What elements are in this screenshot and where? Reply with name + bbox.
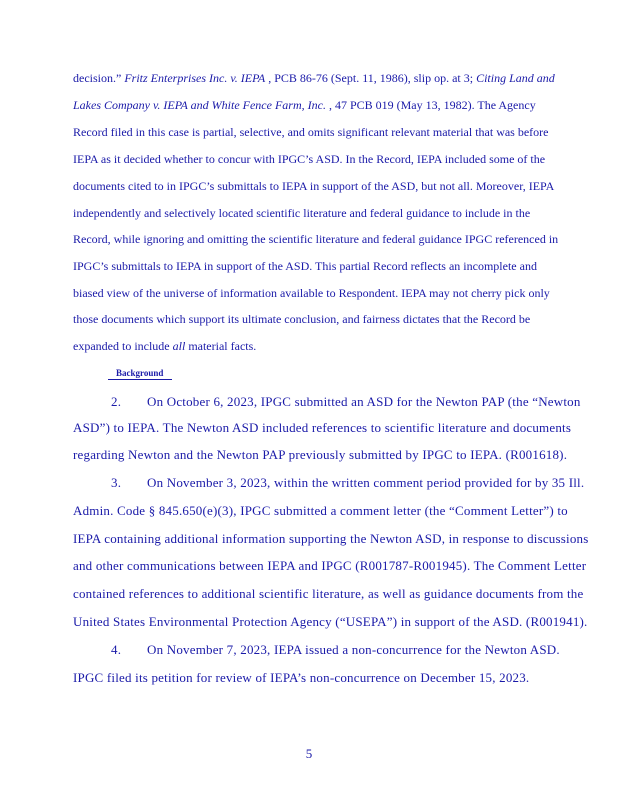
italic-text: Lakes Company v. IEPA and White Fence Farm, Inc. xyxy=(73,98,326,112)
italic-text: Citing Land and xyxy=(476,71,555,85)
text-run: Record, while ignoring and omitting the scientific literature and federal guidance IPGC referenced in xyxy=(73,232,559,246)
text-run: decision.” xyxy=(73,71,125,85)
text-run: material facts. xyxy=(185,339,257,353)
text-run: documents cited to in IPGC’s submittals to IEPA in support of the ASD, but not all. Moreover, IEPA xyxy=(73,179,555,193)
text-run: Record filed in this case is partial, selective, and omits significant relevant material that was before xyxy=(73,125,549,139)
intro-line xyxy=(73,206,530,220)
paragraph-2-number: 2. xyxy=(111,394,122,409)
page-number: 5 xyxy=(305,746,313,761)
intro-line xyxy=(73,71,555,85)
intro-line xyxy=(73,312,530,326)
italic-text: all xyxy=(172,339,186,353)
text-run: , 47 PCB 019 (May 13, 1982). The Agency xyxy=(325,98,536,112)
paragraph-3-line-4: and other communications between IEPA and IPGC (R001787-R001945). The Comment Letter xyxy=(73,558,587,573)
paragraph-4-line-2: IPGC filed its petition for review of IEPA’s non-concurrence on December 15, 2023. xyxy=(73,670,530,685)
intro-line xyxy=(73,232,558,246)
paragraph-3-line-5: contained references to additional scientific literature, as well as guidance documents from the xyxy=(73,586,584,601)
intro-line xyxy=(73,339,256,353)
text-run: biased view of the universe of information available to Respondent. IEPA may not cherry pick only xyxy=(73,286,550,300)
section-heading: Background xyxy=(108,368,172,380)
text-run: expanded to include xyxy=(73,339,173,353)
paragraph-2-line-3: regarding Newton and the Newton PAP previously submitted by IPGC to IEPA. (R001618). xyxy=(73,447,568,462)
paragraph-2-line-2: ASD”) to IEPA. The Newton ASD included references to scientific literature and documents xyxy=(73,420,572,435)
intro-line xyxy=(73,98,536,112)
text-run: those documents which support its ultimate conclusion, and fairness dictates that the Record be xyxy=(73,312,531,326)
paragraph-2-line-1: 2. On October 6, 2023, IPGC submitted an ASD for the Newton PAP (the “Newton xyxy=(111,394,581,409)
text-run: IPGC’s submittals to IEPA in support of the ASD. This partial Record reflects an incomplete and xyxy=(73,259,537,273)
intro-line xyxy=(73,179,554,193)
paragraph-3-line-6: United States Environmental Protection Agency (“USEPA”) in support of the ASD. (R001941). xyxy=(73,614,588,629)
paragraph-3-line-3: IEPA containing additional information supporting the Newton ASD, in response to discussions xyxy=(73,531,589,546)
text-run: , PCB 86-76 (Sept. 11, 1986), slip op. at 3; xyxy=(265,71,477,85)
intro-line xyxy=(73,286,550,300)
paragraph-3-number: 3. xyxy=(111,475,122,490)
paragraph-3-line-1: 3. On November 3, 2023, within the written comment period provided for by 35 Ill. xyxy=(111,475,585,490)
italic-text: Fritz Enterprises Inc. v. IEPA xyxy=(124,71,266,85)
paragraph-4-line-1: 4. On November 7, 2023, IEPA issued a non-concurrence for the Newton ASD. xyxy=(111,642,560,657)
intro-line xyxy=(73,125,549,139)
intro-line xyxy=(73,152,545,166)
text-run: IEPA as it decided whether to concur with IPGC’s ASD. In the Record, IEPA included some of the xyxy=(73,152,546,166)
intro-line xyxy=(73,259,537,273)
paragraph-3-line-2: Admin. Code § 845.650(e)(3), IPGC submitted a comment letter (the “Comment Letter”) to xyxy=(73,503,568,518)
paragraph-4-number: 4. xyxy=(111,642,122,657)
text-run: independently and selectively located scientific literature and federal guidance to include in the xyxy=(73,206,531,220)
